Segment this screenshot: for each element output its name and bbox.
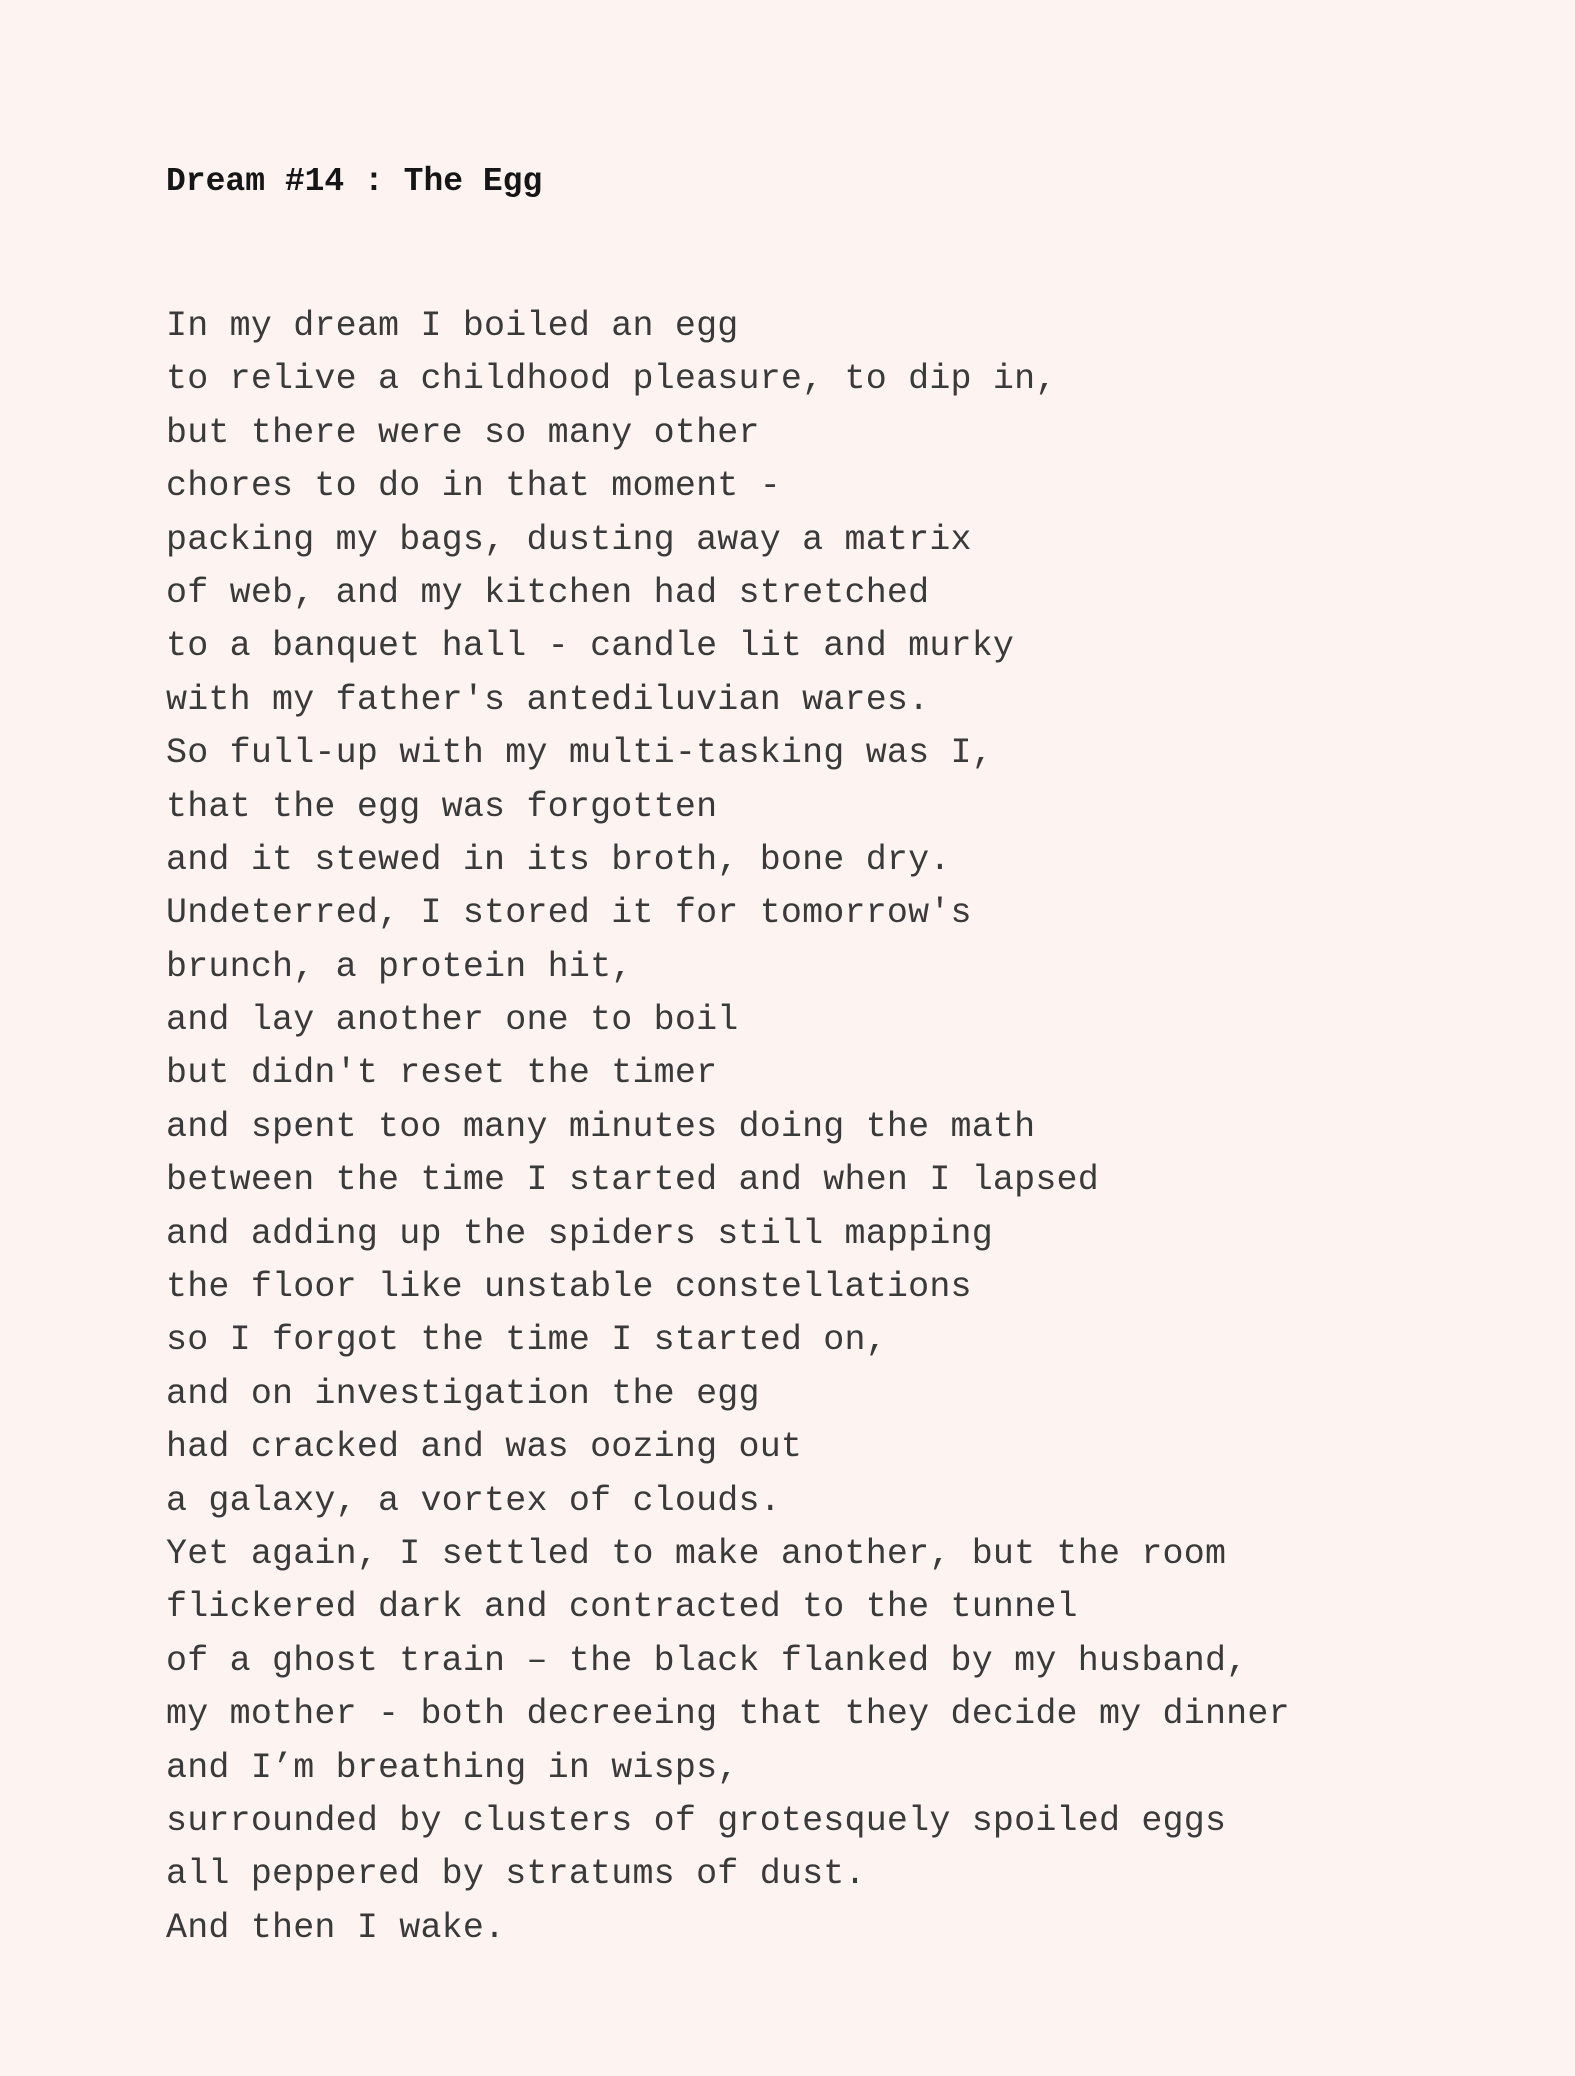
poem-line: and lay another one to boil <box>166 1000 739 1041</box>
poem-line: chores to do in that moment - <box>166 466 781 507</box>
poem-line: my mother - both decreeing that they decide my dinner <box>166 1694 1290 1735</box>
poem-line: and on investigation the egg <box>166 1373 760 1414</box>
poem-line: brunch, a protein hit, <box>166 946 633 987</box>
poem-line: and it stewed in its broth, bone dry. <box>166 839 951 880</box>
poem-line: In my dream I boiled an egg <box>166 306 739 346</box>
poem-title: Dream #14 : The Egg <box>166 163 543 200</box>
poem-line: with my father's antediluvian wares. <box>166 679 930 720</box>
poem-line: and adding up the spiders still mapping <box>166 1213 993 1254</box>
poem-line: all peppered by stratums of dust. <box>166 1854 866 1895</box>
poem-line: Yet again, I settled to make another, but the room <box>166 1533 1227 1574</box>
poem-line: and I’m breathing in wisps, <box>166 1747 739 1788</box>
poem-line: And then I wake. <box>166 1907 506 1948</box>
poem-line: Undeterred, I stored it for tomorrow's <box>166 893 972 934</box>
poem-line: flickered dark and contracted to the tunnel <box>166 1587 1078 1628</box>
poem-line: but there were so many other <box>166 412 760 453</box>
poem-line: and spent too many minutes doing the math <box>166 1106 1036 1147</box>
poem-line: packing my bags, dusting away a matrix <box>166 519 972 560</box>
poem-line: a galaxy, a vortex of clouds. <box>166 1480 781 1521</box>
poem-line: had cracked and was oozing out <box>166 1427 803 1468</box>
poem-line: of a ghost train – the black flanked by my husband, <box>166 1640 1248 1681</box>
poem-line: the floor like unstable constellations <box>166 1267 972 1308</box>
poem-line: to a banquet hall - candle lit and murky <box>166 626 1015 667</box>
poem-line: between the time I started and when I lapsed <box>166 1160 1099 1201</box>
poem-line: of web, and my kitchen had stretched <box>166 572 930 613</box>
poem-line: that the egg was forgotten <box>166 786 718 827</box>
poem-page <box>166 0 1516 2076</box>
poem-line: to relive a childhood pleasure, to dip in, <box>166 359 1057 400</box>
poem-line: surrounded by clusters of grotesquely spoiled eggs <box>166 1800 1227 1841</box>
poem-body <box>166 300 1290 1955</box>
poem-line: but didn't reset the timer <box>166 1053 718 1094</box>
poem-line: so I forgot the time I started on, <box>166 1320 887 1361</box>
poem-line: So full-up with my multi-tasking was I, <box>166 733 993 774</box>
